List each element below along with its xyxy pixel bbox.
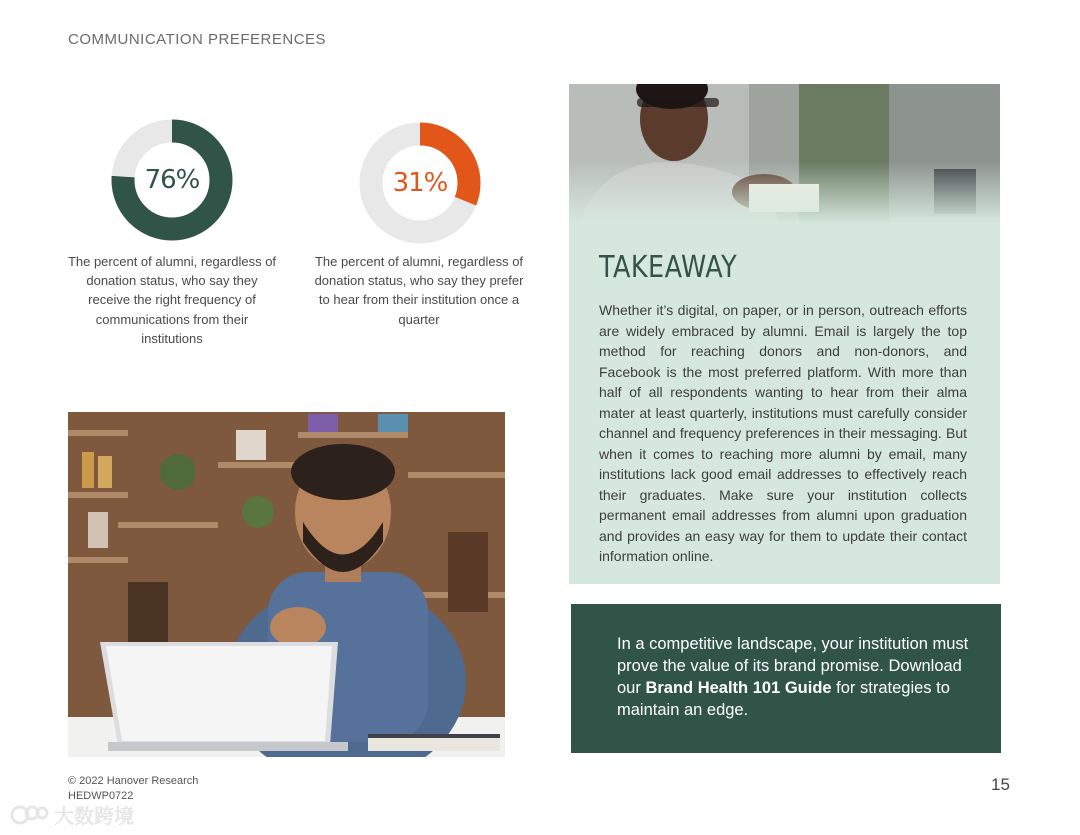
donut-value: 31% — [392, 168, 448, 198]
photo-man-laptop — [68, 412, 505, 757]
watermark-text: 大数跨境 — [54, 806, 134, 828]
cta-text-after: for strategies to maintain an edge. — [617, 679, 950, 719]
donut-chart-quarterly-preference — [358, 121, 482, 245]
watermark — [10, 800, 134, 829]
footer-copyright: © 2022 Hanover Research — [68, 775, 199, 787]
photo-man-laptop-illustration — [68, 412, 505, 757]
photo-woman-smiling-illustration — [569, 84, 1000, 224]
brand-health-guide-link[interactable]: Brand Health 101 Guide — [645, 679, 832, 697]
takeaway-body: Whether it’s digital, on paper, or in person, outreach efforts are widely embraced by alumni. Email is largely the top method for reaching donors and non-donors, and Facebook is the most preferred platform. With more than half of all respondents wanting to hear from their alma mater at least quarterly, institutions must carefully consider channel and frequency preferences in their messaging. But when it comes to reaching more alumni by email, many institutions lack good email addresses to effectively reach their graduates. Make sure your institution collects permanent email addresses from alumni upon graduation and provides an easy way for them to update their contact information online. — [599, 302, 967, 564]
cta-text — [617, 633, 977, 721]
watermark-logo-icon — [10, 804, 50, 826]
donut-chart-alumni-frequency — [110, 118, 234, 242]
stat-description: The percent of alumni, regardless of donation status, who say they receive the right frequency of communications from their institutions — [67, 254, 277, 346]
donut-value: 76% — [144, 165, 200, 195]
footer-document-code: HEDWP0722 — [68, 790, 134, 802]
page-number: 15 — [991, 775, 1010, 794]
cta-text-before: In a competitive landscape, your institution must prove the value of its brand promise. Download our — [617, 635, 969, 697]
photo-woman-smiling — [569, 84, 1000, 224]
stat-description: The percent of alumni, regardless of donation status, who say they prefer to hear from their institution once a quarter — [314, 254, 524, 327]
takeaway-heading: TAKEAWAY — [599, 250, 738, 285]
section-title: COMMUNICATION PREFERENCES — [68, 31, 327, 48]
